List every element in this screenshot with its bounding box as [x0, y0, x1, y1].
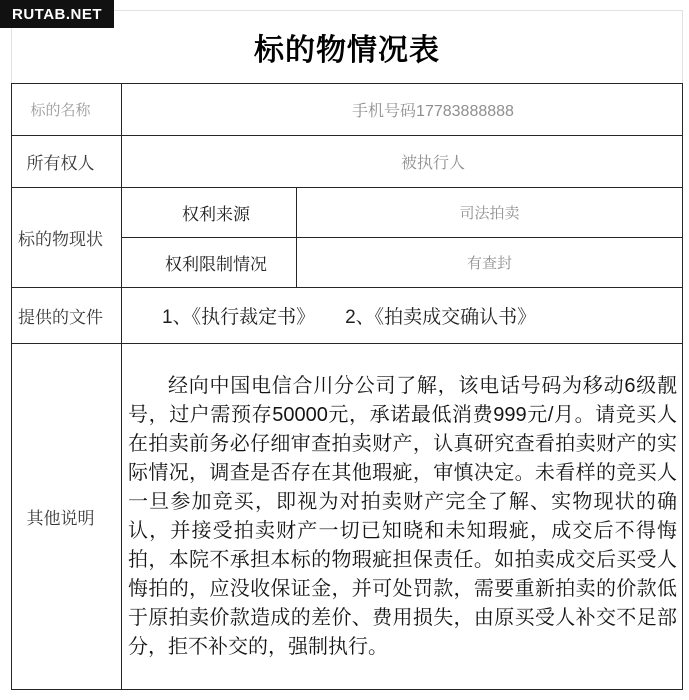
- document-item-2: 2、《拍卖成交确认书》: [345, 307, 537, 328]
- page-title: 标的物情况表: [254, 34, 440, 67]
- sub-label-rights-restriction: 权利限制情况: [122, 238, 297, 288]
- other-notes-paragraph: 经向中国电信合川分公司了解，该电话号码为移动6级靓号，过户需预存50000元，承诺最低消费999元/月。请竞买人在拍卖前务必仔细审查拍卖财产，认真研究查看拍卖财产的实际情况，调查是否存在其他瑕疵，审慎决定。未看样的竞买人一旦参加竞买，即视为对拍卖财产完全了解、实物现状的确认，并接受拍卖财产一切已知晓和未知瑕疵，成交后不得悔拍，本院不承担本标的物瑕疵担保责任。如拍卖成交后买受人悔拍的，应没收保证金，并可处罚款，需要重新拍卖的价款低于原拍卖价款造成的差价、费用损失，由原买受人补交不足部分，拒不补交的，强制执行。: [128, 374, 677, 658]
- watermark-text: RUTAB.NET: [12, 5, 103, 23]
- sub-label-rights-source: 权利来源: [122, 188, 297, 238]
- row-label-subject-name: 标的名称: [12, 84, 122, 136]
- row-label-other-notes: 其他说明: [12, 344, 122, 689]
- value-subject-name: 手机号码17783888888: [122, 84, 682, 136]
- value-other-notes: [122, 344, 682, 689]
- sub-value-rights-source: 司法拍卖: [297, 188, 682, 238]
- watermark-badge: [0, 0, 114, 28]
- sub-value-rights-restriction: 有查封: [297, 238, 682, 288]
- document-item-1: 1、《执行裁定书》: [162, 307, 316, 328]
- row-label-current-status: 标的物现状: [12, 188, 122, 288]
- subject-info-table: [11, 83, 683, 690]
- value-owner: 被执行人: [122, 136, 682, 188]
- row-label-owner: 所有权人: [12, 136, 122, 188]
- row-label-provided-documents: 提供的文件: [12, 288, 122, 344]
- value-provided-documents: [122, 288, 682, 344]
